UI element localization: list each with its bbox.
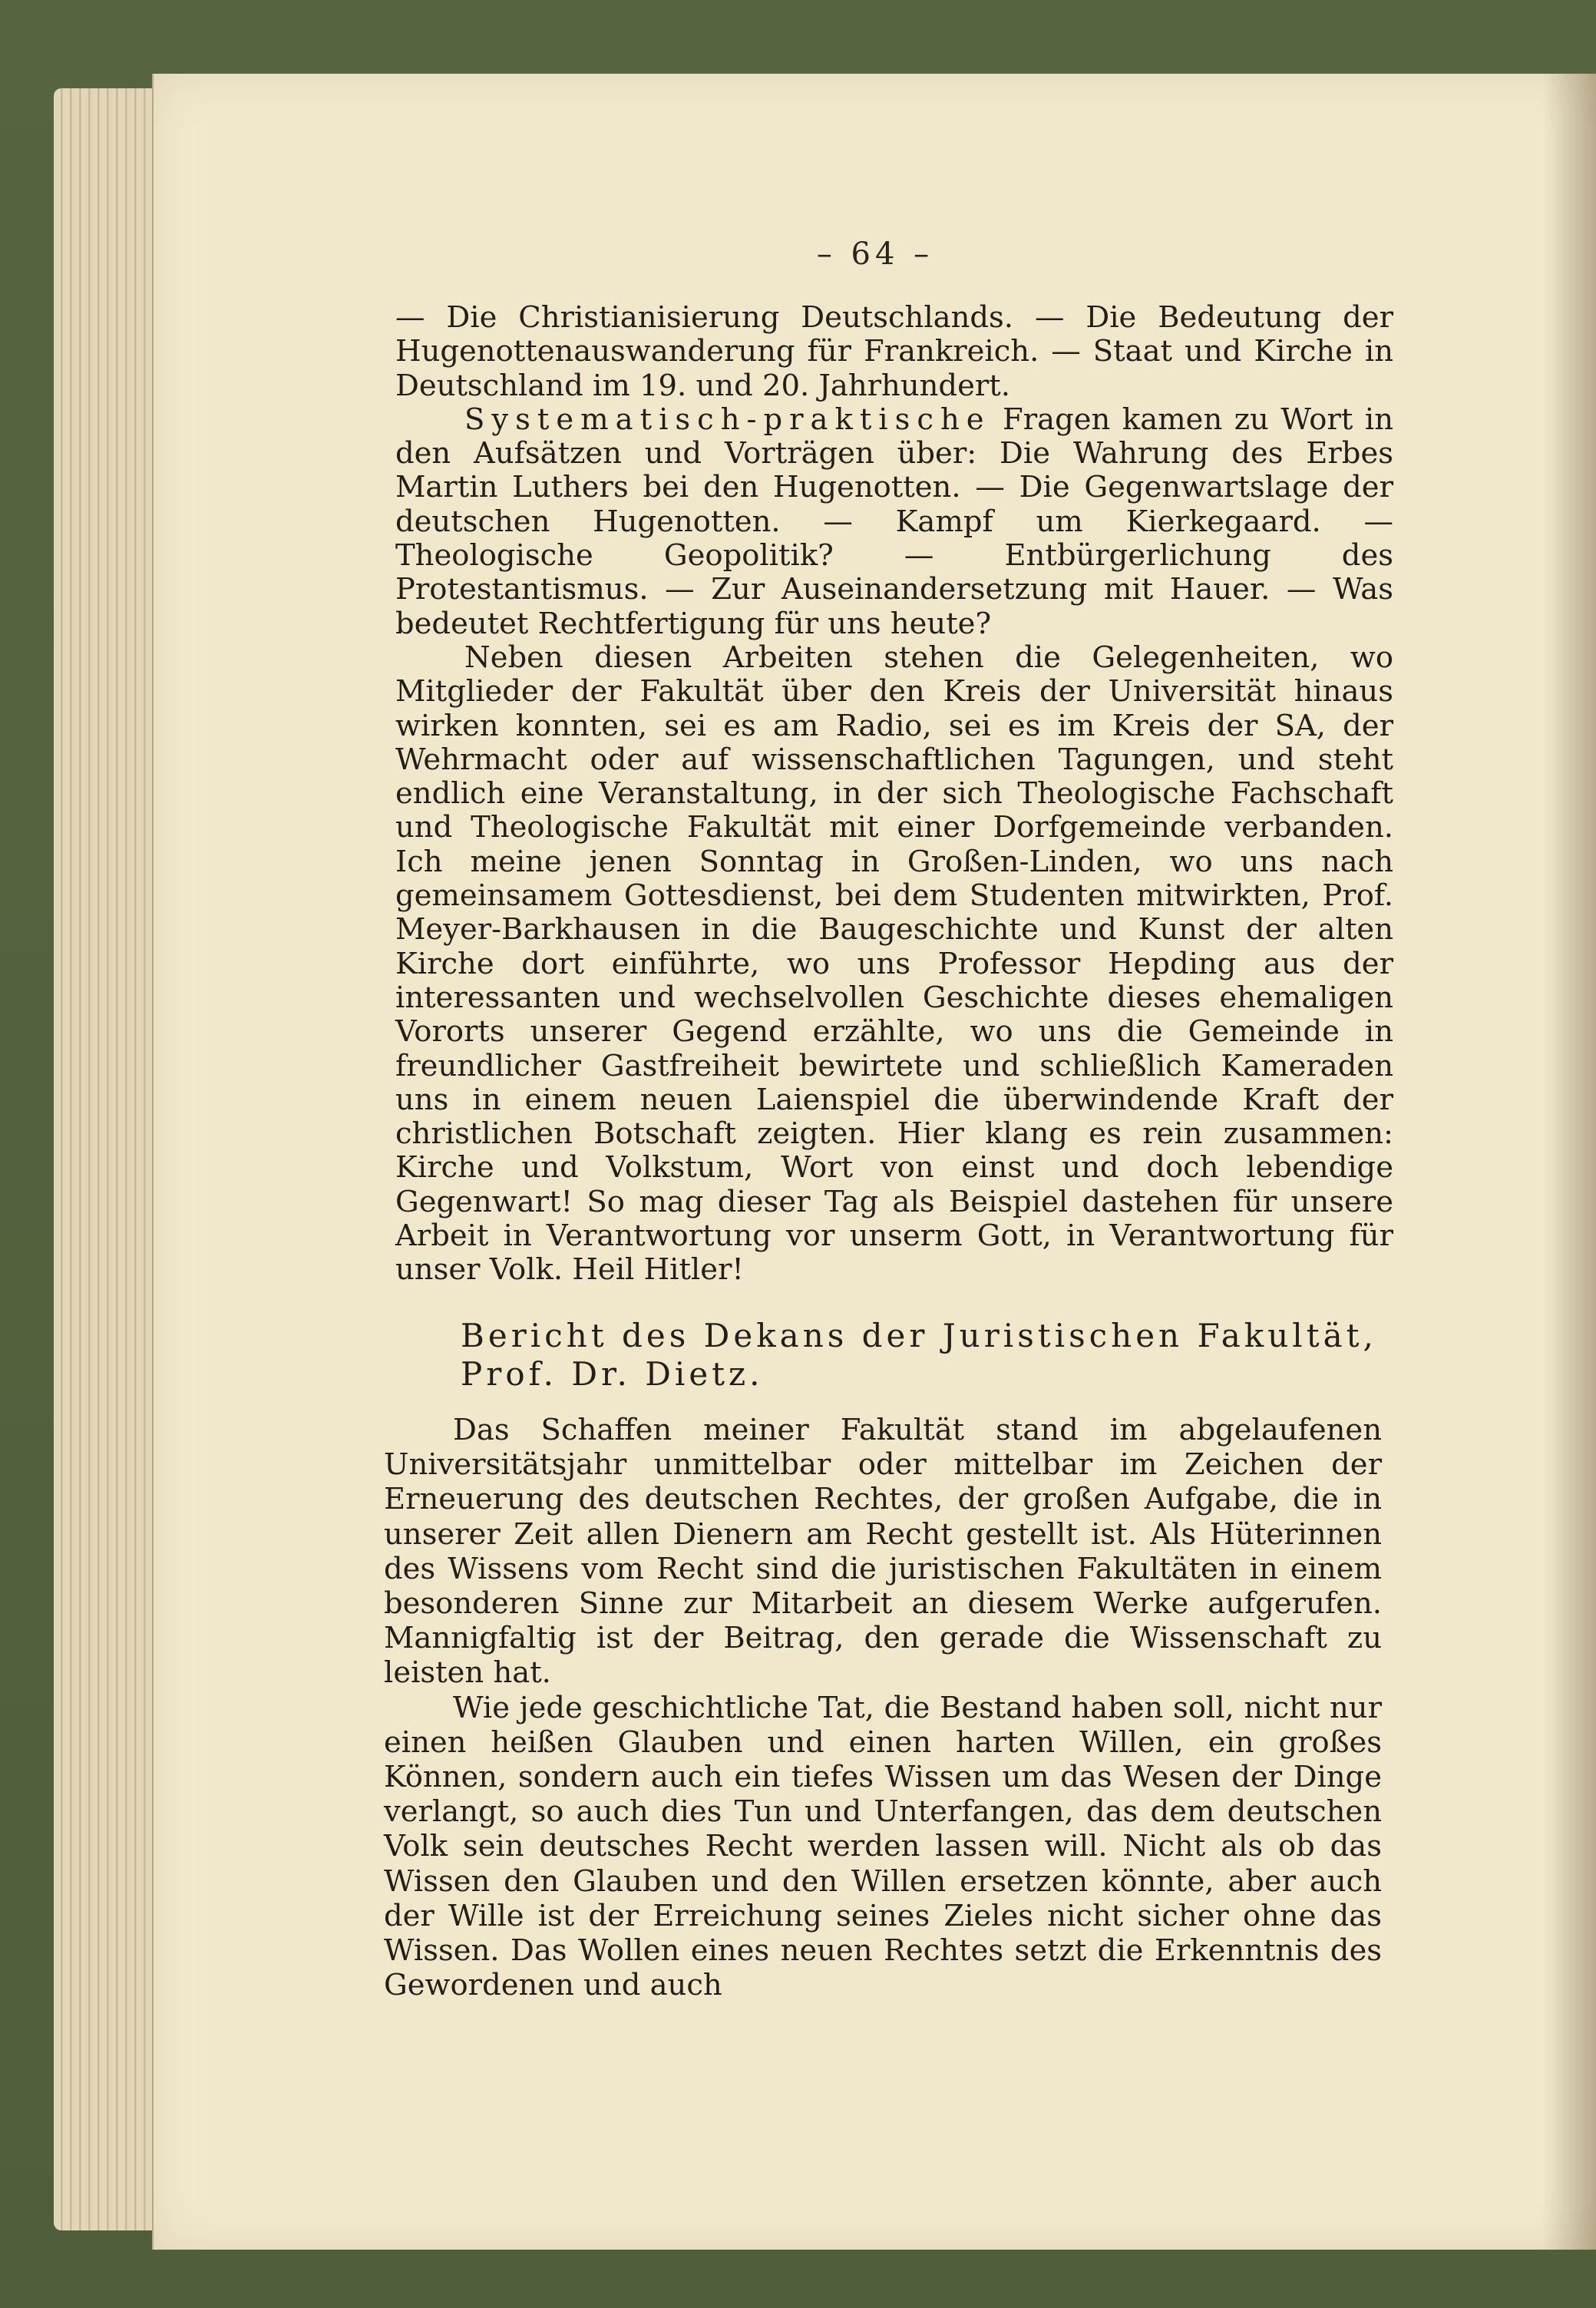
paragraph: Neben diesen Arbeiten stehen die Gelegenheiten, wo Mitglieder der Fakultät über den Kreis der Universität hinaus wirken konnten, sei es am Radio, sei es im Kreis der SA, der Wehrmacht oder auf wissenschaftlichen Tagungen, und steht endlich eine Veranstaltung, in der sich Theologische Fachschaft und Theologische Fakultät mit einer Dorfgemeinde verbanden. Ich meine jenen Sonntag in Großen-Linden, wo uns nach gemeinsamem Gottesdienst, bei dem Studenten mitwirkten, Prof. Meyer-Barkhausen in die Baugeschichte und Kunst der alten Kirche dort einführte, wo uns Professor Hepding aus der interessanten und wechselvollen Geschichte dieses ehemaligen Vororts unserer Gegend erzählte, wo uns die Gemeinde in freundlicher Gastfreiheit bewirtete und schließlich Kameraden uns in einem neuen Laienspiel die überwindende Kraft der christlichen Botschaft zeigten. Hier klang es rein zusammen: Kirche und Volkstum, Wort von einst und doch lebendige Gegenwart! So mag dieser Tag als Beispiel dastehen für unsere Arbeit in Verantwortung vor unserm Gott, in Verantwortung für unser Volk. Heil Hitler! (395, 640, 1393, 1288)
paragraph-text: Fragen kamen zu Wort in den Aufsätzen und Vorträgen über: Die Wahrung des Erbes Martin Luthers bei den Hugenotten. — Die Gegenwartslage der deutschen Hugenotten. — Kampf um Kierkegaard. — Theologische Geopolitik? — Entbürgerlichung des Protestantismus. — Zur Auseinandersetzung mit Hauer. — Was bedeutet Rechtfertigung für uns heute? (395, 402, 1393, 641)
body-text-lower (384, 1413, 1382, 2002)
page-number: – 64 – (816, 236, 934, 272)
heading-line: Prof. Dr. Dietz. (461, 1355, 764, 1393)
paragraph: Das Schaffen meiner Fakultät stand im abgelaufenen Universitätsjahr unmittelbar oder mittelbar im Zeichen der Erneuerung des deutschen Rechtes, der großen Aufgabe, die in unserer Zeit allen Dienern am Recht gestellt ist. Als Hüterinnen des Wissens vom Recht sind die juristischen Fakultäten in einem besonderen Sinne zur Mitarbeit an diesem Werke aufgerufen. Mannigfaltig ist der Beitrag, den gerade die Wissenschaft zu leisten hat. (384, 1413, 1382, 1691)
body-text-upper (395, 301, 1393, 1288)
section-heading (461, 1317, 1382, 1394)
page-gutter-shadow (1542, 74, 1596, 2250)
paragraph (395, 403, 1393, 641)
paragraph: Wie jede geschichtliche Tat, die Bestand haben soll, nicht nur einen heißen Glauben und einen harten Willen, ein großes Können, sondern auch ein tiefes Wissen um das Wesen der Dinge verlangt, so auch dies Tun und Unterfangen, das dem deutschen Volk sein deutsches Recht werden lassen will. Nicht als ob das Wissen den Glauben und den Willen ersetzen könnte, aber auch der Wille ist der Erreichung seines Zieles nicht sicher ohne das Wissen. Das Wollen eines neuen Rechtes setzt die Erkenntnis des Gewordenen und auch (384, 1690, 1382, 2003)
paragraph: — Die Christianisierung Deutschlands. — Die Bedeutung der Hugenottenauswanderung für Frankreich. — Staat und Kirche in Deutschland im 19. und 20. Jahrhundert. (395, 300, 1393, 403)
emphasized-lead: Systematisch-praktische (464, 402, 991, 437)
heading-line: Bericht des Dekans der Juristischen Fakultät, (461, 1317, 1377, 1354)
